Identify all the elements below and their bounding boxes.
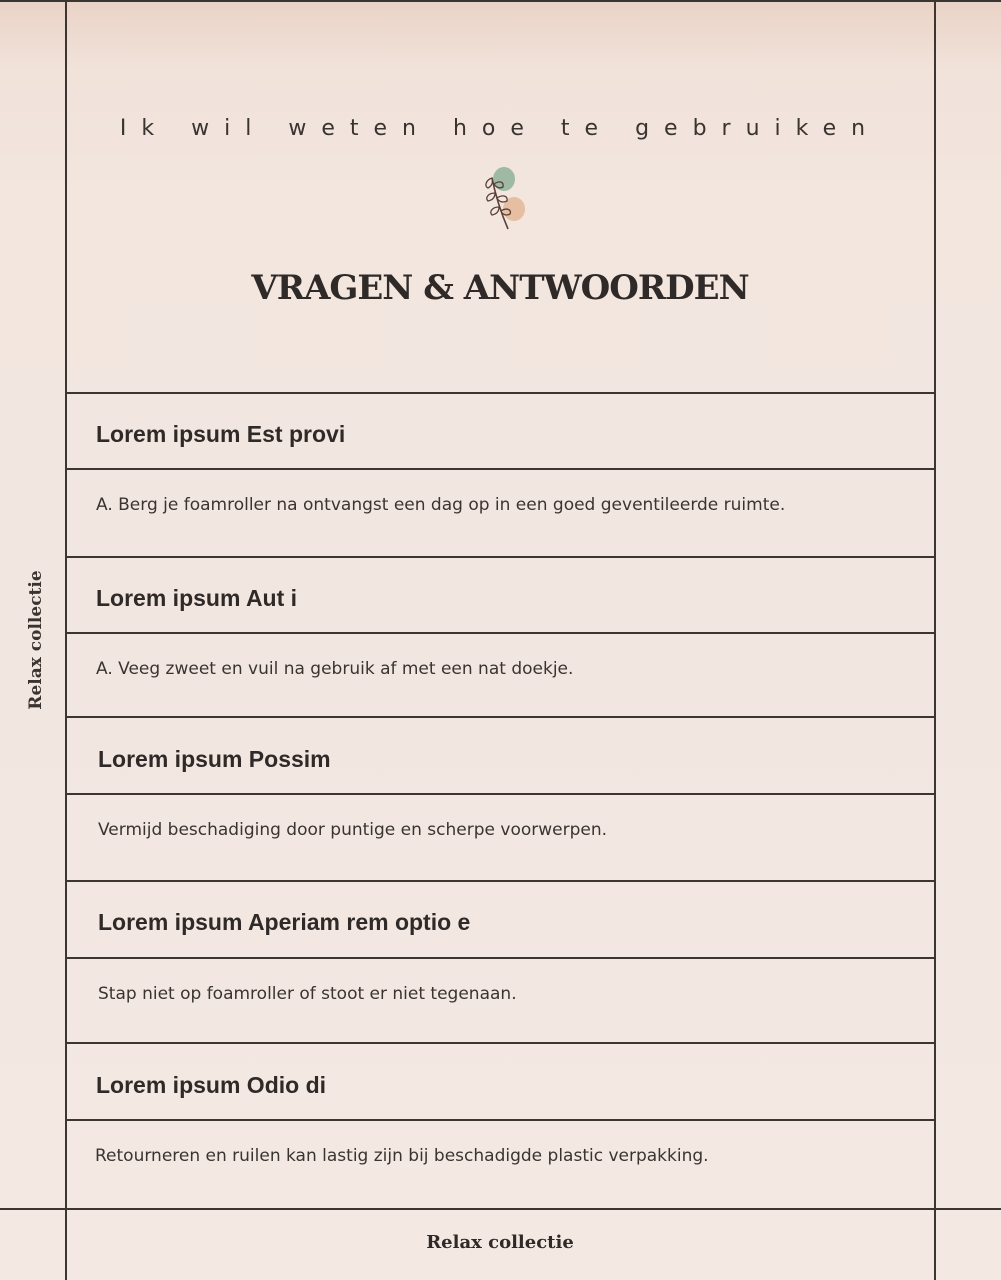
leaf-icon xyxy=(470,160,530,234)
faq-list xyxy=(66,392,934,1210)
page-title: VRAGEN & ANTWOORDEN xyxy=(251,268,749,308)
divider xyxy=(66,716,934,718)
divider xyxy=(66,632,934,634)
divider xyxy=(66,468,934,470)
faq-answer-2: A. Veeg zweet en vuil na gebruik af met een nat doekje. xyxy=(96,659,574,679)
divider xyxy=(66,556,934,558)
footer-brand: Relax collectie xyxy=(426,1232,574,1253)
divider xyxy=(66,392,934,394)
faq-answer-3: Vermijd beschadiging door puntige en scherpe voorwerpen. xyxy=(98,820,608,840)
divider xyxy=(66,880,934,882)
faq-answer-5: Retourneren en ruilen kan lastig zijn bij beschadigde plastic verpakking. xyxy=(95,1146,709,1166)
divider xyxy=(66,957,934,959)
faq-question-5: Lorem ipsum Odio di xyxy=(96,1072,327,1098)
frame-line-top xyxy=(0,0,1001,2)
frame-line-right xyxy=(934,0,936,1280)
faq-question-3: Lorem ipsum Possim xyxy=(98,746,331,772)
page-subtitle: Ik wil weten hoe te gebruiken xyxy=(119,116,881,141)
faq-question-1: Lorem ipsum Est provi xyxy=(96,421,346,447)
faq-answer-4: Stap niet op foamroller of stoot er niet tegenaan. xyxy=(98,984,517,1004)
divider xyxy=(66,793,934,795)
faq-question-4: Lorem ipsum Aperiam rem optio e xyxy=(98,909,471,935)
faq-question-2: Lorem ipsum Aut i xyxy=(96,585,298,611)
faq-answer-1: A. Berg je foamroller na ontvangst een dag op in een goed geventileerde ruimte. xyxy=(96,495,786,515)
divider xyxy=(66,1119,934,1121)
divider xyxy=(66,1042,934,1044)
side-brand-label: Relax collectie xyxy=(26,570,46,710)
